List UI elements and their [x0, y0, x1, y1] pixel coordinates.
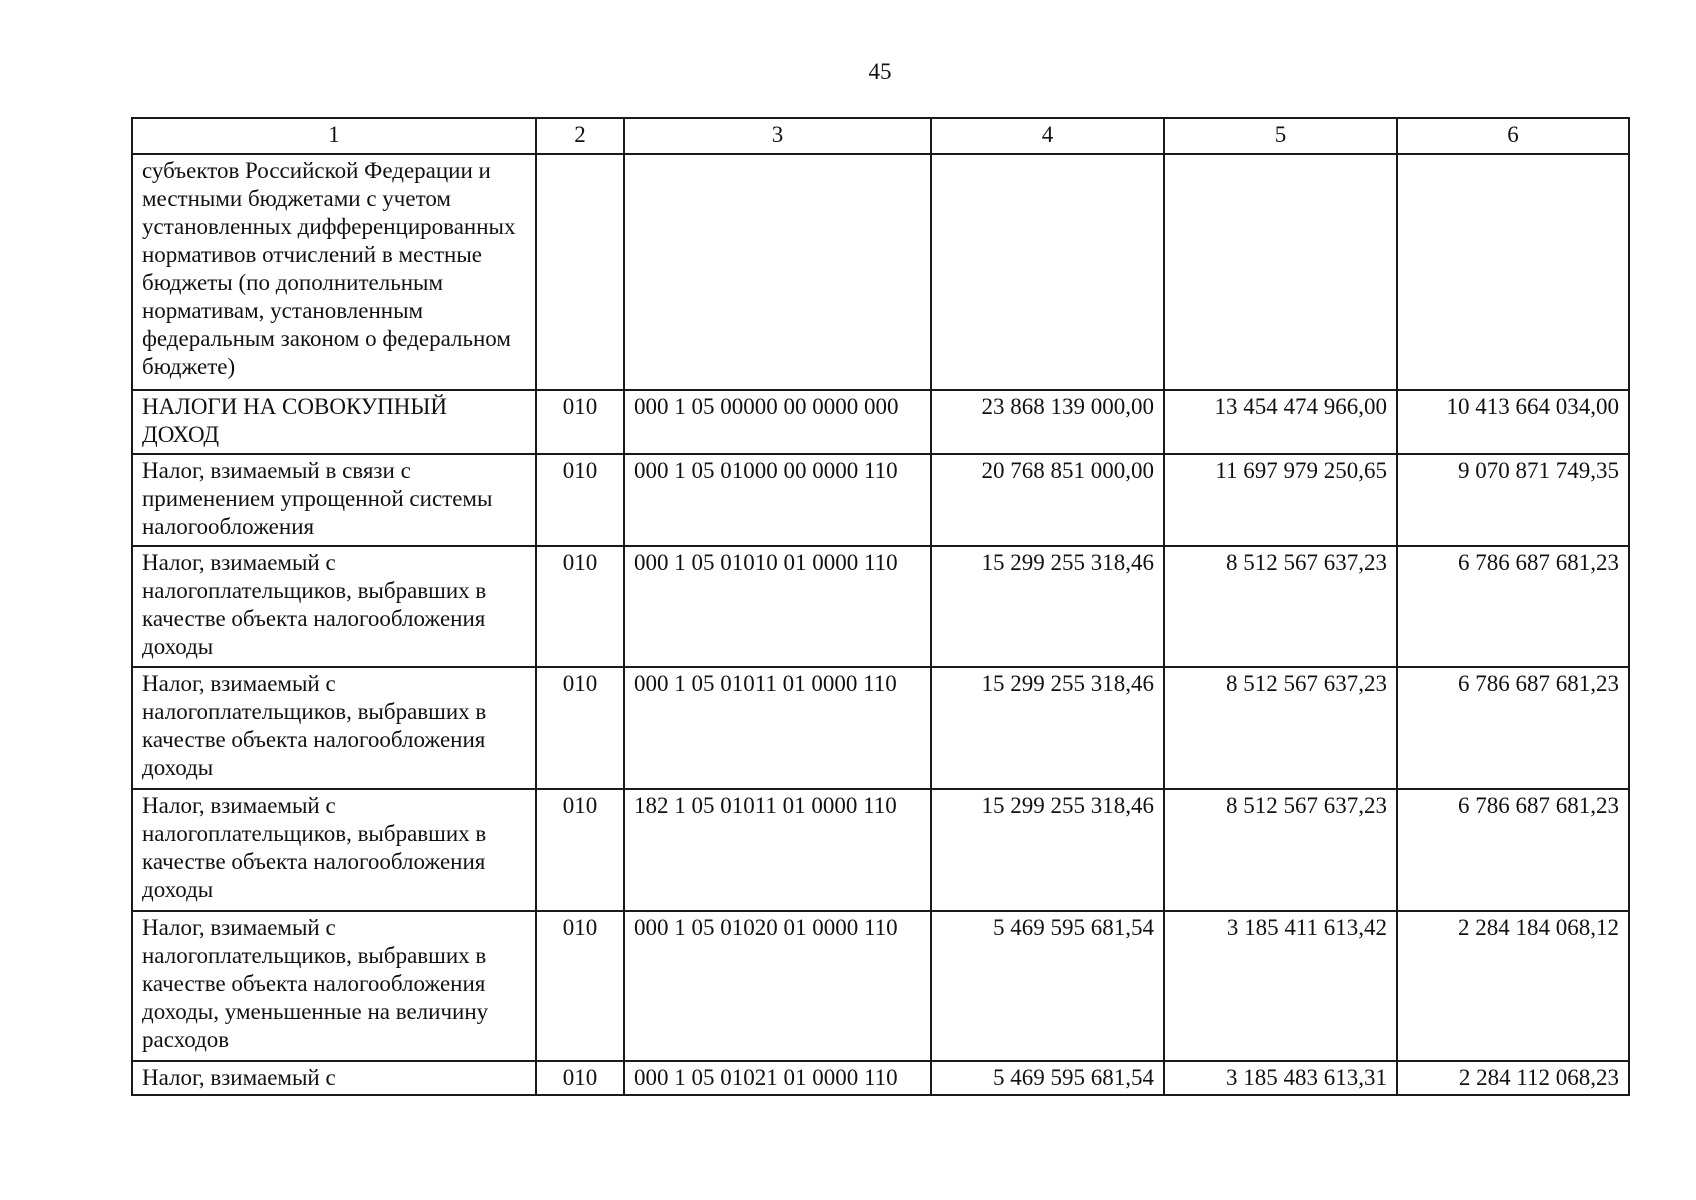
column-header-1: 1: [132, 118, 536, 154]
row-approved-cell: 15 299 255 318,46: [931, 546, 1164, 667]
table-row: [132, 154, 1629, 390]
column-header-6: 6: [1397, 118, 1629, 154]
row-line-code-cell: 010: [536, 911, 624, 1061]
row-line-code-cell: 010: [536, 454, 624, 546]
column-header-2: 2: [536, 118, 624, 154]
row-name-cell: НАЛОГИ НА СОВОКУПНЫЙ ДОХОД: [132, 390, 536, 454]
row-unexecuted-cell: 10 413 664 034,00: [1397, 390, 1629, 454]
row-budget-code-cell: [624, 154, 931, 390]
table-row: [132, 454, 1629, 546]
row-line-code-cell: 010: [536, 789, 624, 911]
row-line-code-cell: 010: [536, 390, 624, 454]
row-unexecuted-cell: 6 786 687 681,23: [1397, 789, 1629, 911]
row-approved-cell: 20 768 851 000,00: [931, 454, 1164, 546]
row-unexecuted-cell: 6 786 687 681,23: [1397, 667, 1629, 789]
row-budget-code-cell: 182 1 05 01011 01 0000 110: [624, 789, 931, 911]
row-unexecuted-cell: 9 070 871 749,35: [1397, 454, 1629, 546]
row-approved-cell: 15 299 255 318,46: [931, 789, 1164, 911]
row-line-code-cell: 010: [536, 1061, 624, 1095]
row-budget-code-cell: 000 1 05 01021 01 0000 110: [624, 1061, 931, 1095]
table-row: [132, 390, 1629, 454]
row-executed-cell: 13 454 474 966,00: [1164, 390, 1397, 454]
column-header-4: 4: [931, 118, 1164, 154]
row-budget-code-cell: 000 1 05 01011 01 0000 110: [624, 667, 931, 789]
row-executed-cell: 11 697 979 250,65: [1164, 454, 1397, 546]
row-name-cell: Налог, взимаемый с налогоплательщиков, выбравших в качестве объекта налогообложения доходы, уменьшенные на величину расходов: [132, 911, 536, 1061]
row-budget-code-cell: 000 1 05 01010 01 0000 110: [624, 546, 931, 667]
row-line-code-cell: 010: [536, 667, 624, 789]
row-name-cell: субъектов Российской Федерации и местными бюджетами с учетом установленных дифференцированных нормативов отчислений в местные бюджеты (по дополнительным нормативам, установленным федеральным законом о федеральном бюджете): [132, 154, 536, 390]
row-unexecuted-cell: 6 786 687 681,23: [1397, 546, 1629, 667]
row-executed-cell: 3 185 483 613,31: [1164, 1061, 1397, 1095]
row-executed-cell: 8 512 567 637,23: [1164, 789, 1397, 911]
row-name-cell: Налог, взимаемый с налогоплательщиков, выбравших в качестве объекта налогообложения доходы: [132, 667, 536, 789]
table-row: [132, 1061, 1629, 1095]
row-executed-cell: 8 512 567 637,23: [1164, 546, 1397, 667]
row-budget-code-cell: 000 1 05 01000 00 0000 110: [624, 454, 931, 546]
row-executed-cell: 8 512 567 637,23: [1164, 667, 1397, 789]
table-header-row: [132, 118, 1629, 154]
row-name-cell: Налог, взимаемый в связи с применением упрощенной системы налогообложения: [132, 454, 536, 546]
row-unexecuted-cell: [1397, 154, 1629, 390]
row-name-cell: Налог, взимаемый с: [132, 1061, 536, 1095]
table-row: [132, 667, 1629, 789]
row-executed-cell: [1164, 154, 1397, 390]
revenue-table: [131, 117, 1630, 1096]
row-unexecuted-cell: 2 284 184 068,12: [1397, 911, 1629, 1061]
column-header-5: 5: [1164, 118, 1397, 154]
row-unexecuted-cell: 2 284 112 068,23: [1397, 1061, 1629, 1095]
row-name-cell: Налог, взимаемый с налогоплательщиков, выбравших в качестве объекта налогообложения доходы: [132, 789, 536, 911]
page-number: 45: [868, 59, 892, 84]
row-executed-cell: 3 185 411 613,42: [1164, 911, 1397, 1061]
row-approved-cell: [931, 154, 1164, 390]
row-approved-cell: 23 868 139 000,00: [931, 390, 1164, 454]
row-approved-cell: 5 469 595 681,54: [931, 911, 1164, 1061]
table-row: [132, 789, 1629, 911]
column-header-3: 3: [624, 118, 931, 154]
row-budget-code-cell: 000 1 05 01020 01 0000 110: [624, 911, 931, 1061]
row-approved-cell: 15 299 255 318,46: [931, 667, 1164, 789]
row-approved-cell: 5 469 595 681,54: [931, 1061, 1164, 1095]
table-row: [132, 911, 1629, 1061]
row-line-code-cell: [536, 154, 624, 390]
row-budget-code-cell: 000 1 05 00000 00 0000 000: [624, 390, 931, 454]
row-line-code-cell: 010: [536, 546, 624, 667]
table-row: [132, 546, 1629, 667]
row-name-cell: Налог, взимаемый с налогоплательщиков, выбравших в качестве объекта налогообложения доходы: [132, 546, 536, 667]
